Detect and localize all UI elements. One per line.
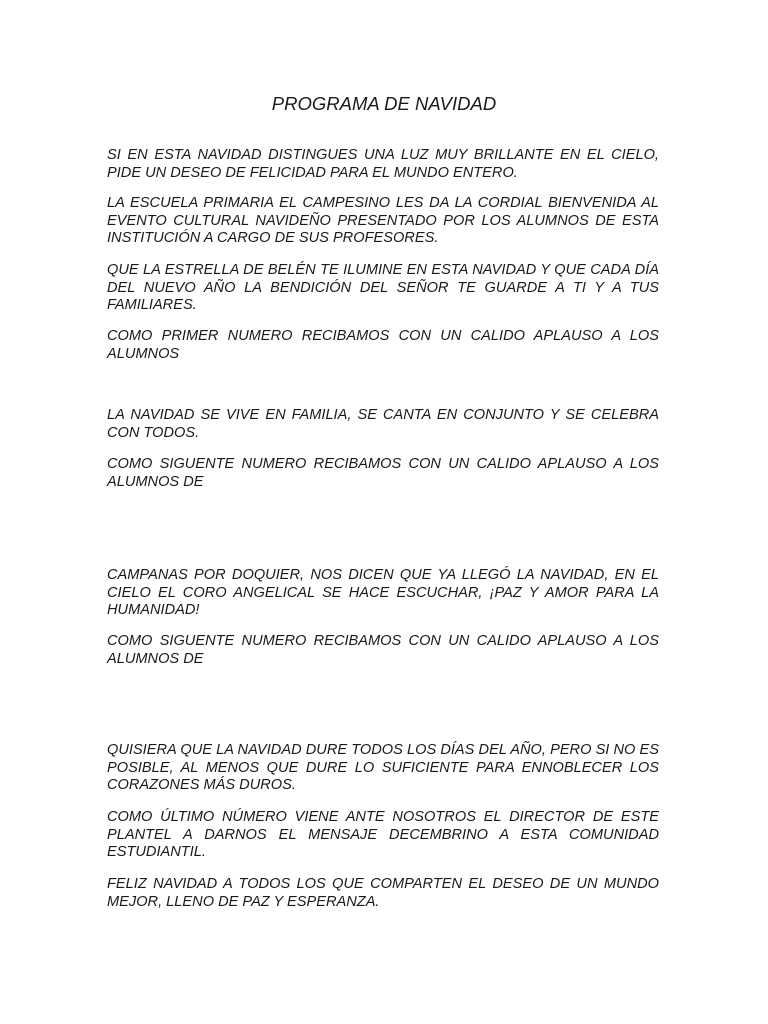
paragraph-closing: FELIZ NAVIDAD A TODOS LOS QUE COMPARTEN EL DESEO DE UN MUNDO MEJOR, LLENO DE PAZ Y ESPERANZA.	[107, 876, 659, 910]
paragraph-third-number: COMO SIGUENTE NUMERO RECIBAMOS CON UN CALIDO APLAUSO A LOS ALUMNOS DE	[107, 633, 659, 667]
paragraph-all-year: QUISIERA QUE LA NAVIDAD DURE TODOS LOS DÍAS DEL AÑO, PERO SI NO ES POSIBLE, AL MENOS QUE DURE LO SUFICIENTE PARA ENNOBLECER LOS CORAZONES MÁS DUROS.	[107, 742, 659, 793]
paragraph-bethlehem-star: QUE LA ESTRELLA DE BELÉN TE ILUMINE EN ESTA NAVIDAD Y QUE CADA DÍA DEL NUEVO AÑO LA BENDICIÓN DEL SEÑOR TE GUARDE A TI Y A TUS FAMILIARES.	[107, 262, 659, 313]
paragraph-family: LA NAVIDAD SE VIVE EN FAMILIA, SE CANTA EN CONJUNTO Y SE CELEBRA CON TODOS.	[107, 407, 659, 441]
page-title: PROGRAMA DE NAVIDAD	[271, 93, 497, 114]
paragraph-intro-wish: SI EN ESTA NAVIDAD DISTINGUES UNA LUZ MUY BRILLANTE EN EL CIELO, PIDE UN DESEO DE FELICIDAD PARA EL MUNDO ENTERO.	[107, 147, 659, 181]
paragraph-welcome: LA ESCUELA PRIMARIA EL CAMPESINO LES DA LA CORDIAL BIENVENIDA AL EVENTO CULTURAL NAVIDEÑO PRESENTADO POR LOS ALUMNOS DE ESTA INSTITUCIÓN A CARGO DE SUS PROFESORES.	[107, 195, 659, 246]
paragraph-second-number: COMO SIGUENTE NUMERO RECIBAMOS CON UN CALIDO APLAUSO A LOS ALUMNOS DE	[107, 456, 659, 490]
paragraph-first-number: COMO PRIMER NUMERO RECIBAMOS CON UN CALIDO APLAUSO A LOS ALUMNOS	[107, 328, 659, 362]
paragraph-last-number: COMO ÚLTIMO NÚMERO VIENE ANTE NOSOTROS EL DIRECTOR DE ESTE PLANTEL A DARNOS EL MENSAJE DECEMBRINO A ESTA COMUNIDAD ESTUDIANTIL.	[107, 809, 659, 860]
paragraph-bells: CAMPANAS POR DOQUIER, NOS DICEN QUE YA LLEGÓ LA NAVIDAD, EN EL CIELO EL CORO ANGELICAL SE HACE ESCUCHAR, ¡PAZ Y AMOR PARA LA HUMANIDAD!	[107, 567, 659, 618]
